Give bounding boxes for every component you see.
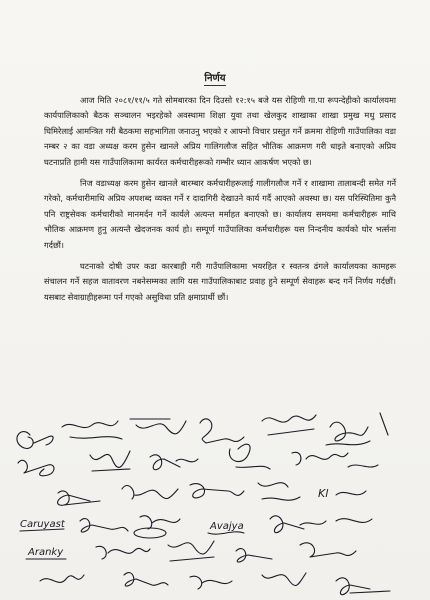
signatures-area	[0, 405, 430, 600]
signature	[258, 483, 300, 501]
signature	[17, 432, 53, 449]
signature	[270, 516, 372, 533]
signature-text-kl: Kl	[318, 487, 329, 500]
signature	[318, 487, 366, 500]
signature	[336, 578, 390, 595]
document-body	[44, 93, 396, 311]
signature	[262, 573, 306, 586]
signature	[326, 413, 388, 445]
signature	[134, 516, 180, 538]
signature	[190, 484, 244, 498]
signature-text-caruyast: Caruyast	[20, 519, 65, 530]
signature	[122, 486, 178, 500]
signature	[96, 546, 150, 559]
signature	[26, 547, 66, 559]
signature	[90, 451, 130, 471]
signature	[150, 455, 198, 470]
signature	[20, 519, 66, 531]
signature	[292, 452, 378, 467]
signature	[80, 519, 128, 533]
signature	[124, 573, 168, 587]
signature	[229, 444, 270, 469]
signature	[190, 576, 232, 589]
signature-text-aranky: Aranky	[28, 547, 64, 558]
signature	[40, 575, 84, 582]
signature	[18, 460, 54, 475]
signature	[236, 549, 272, 563]
signature	[58, 491, 100, 505]
signature	[62, 421, 122, 439]
signature	[168, 541, 214, 561]
paragraph-3: घटनाको दोषी उपर कडा कारबाही गरी गाउँपालिकामा भयरहित र स्वतन्त्र ढंगले कार्यालयका कामहरू संचालन गर्ने सहज वातावरण नबनेसम्मका लागि यस गाउँपालिकाबाट प्रवाह हुने सम्पूर्ण सेवाहरू बन्द गर्ने निर्णय गर्दछौं। यसबाट सेवाग्राहीहरूमा पर्न गएको असुविधा प्रति क्षमाप्रार्थी छौं।	[44, 261, 396, 302]
signature-text-avajya: Avajya	[210, 521, 244, 532]
signature	[200, 419, 244, 443]
handwritten-signatures	[0, 405, 430, 600]
signature	[130, 419, 186, 434]
document-title: निर्णय	[204, 73, 226, 84]
signature	[300, 543, 356, 557]
signature	[262, 415, 316, 435]
paragraph-1: आज मिति २०८१/११/५ गते सोमबारका दिन दिउसो १२:१५ बजे यस रोहिणी गा.पा रूपन्देहीको कार्यालयमा कार्यपालिकाको बैठक सञ्चालन भइरहेको अवस्थामा शिक्षा युवा तथा खेलकुद शाखाका शाखा प्रमुख मधु प्रसाद घिमिरेलाई आमन्त्रित गरी बैठकमा सहभागिता जनाउनु भएको र आफ्नो विचार प्रस्तुत गर्ने क्रममा रोहिणी गाउँपालिका वडा नम्बर २ का वडा अध्यक्ष करम हुसेन खानले अप्रिय गालिगलौज सहित भौतिक आक्रमण गरी धाइते बनाएको अप्रिय घटनाप्रति हामी यस गाउँपालिकामा कार्यरत कर्मचारीहरूको गम्भीर ध्यान आकर्षण भएको छ।	[44, 95, 396, 167]
signature	[208, 521, 244, 534]
paragraph-2: निज वडाध्यक्ष करम हुसेन खानले बारम्बार कर्मचारीहरूलाई गालीगलौज गर्ने र शाखामा तालाबन्दी समेत गर्ने गरेको, कर्मचारीमाथि अप्रिय अपशब्द व्यक्त गर्ने र दादागिरी देखाउने कार्य गर्दै आएको अवस्था छ। यस परिस्थितिमा कुनै पनि राष्ट्रसेवक कर्मचारीको मानमर्दन गर्ने कार्यले अत्यन्त मर्माहत बनाएको छ। कार्यालय समयमा कर्मचारीहरू माथि भौतिक आक्रमण हुनु अत्यन्तै खेदजनक कार्य हो। सम्पूर्ण गाउँपालिका कर्मचारीहरू यस निन्दनीय कार्यको घोर भर्त्सना गर्दछौं।	[44, 178, 396, 250]
